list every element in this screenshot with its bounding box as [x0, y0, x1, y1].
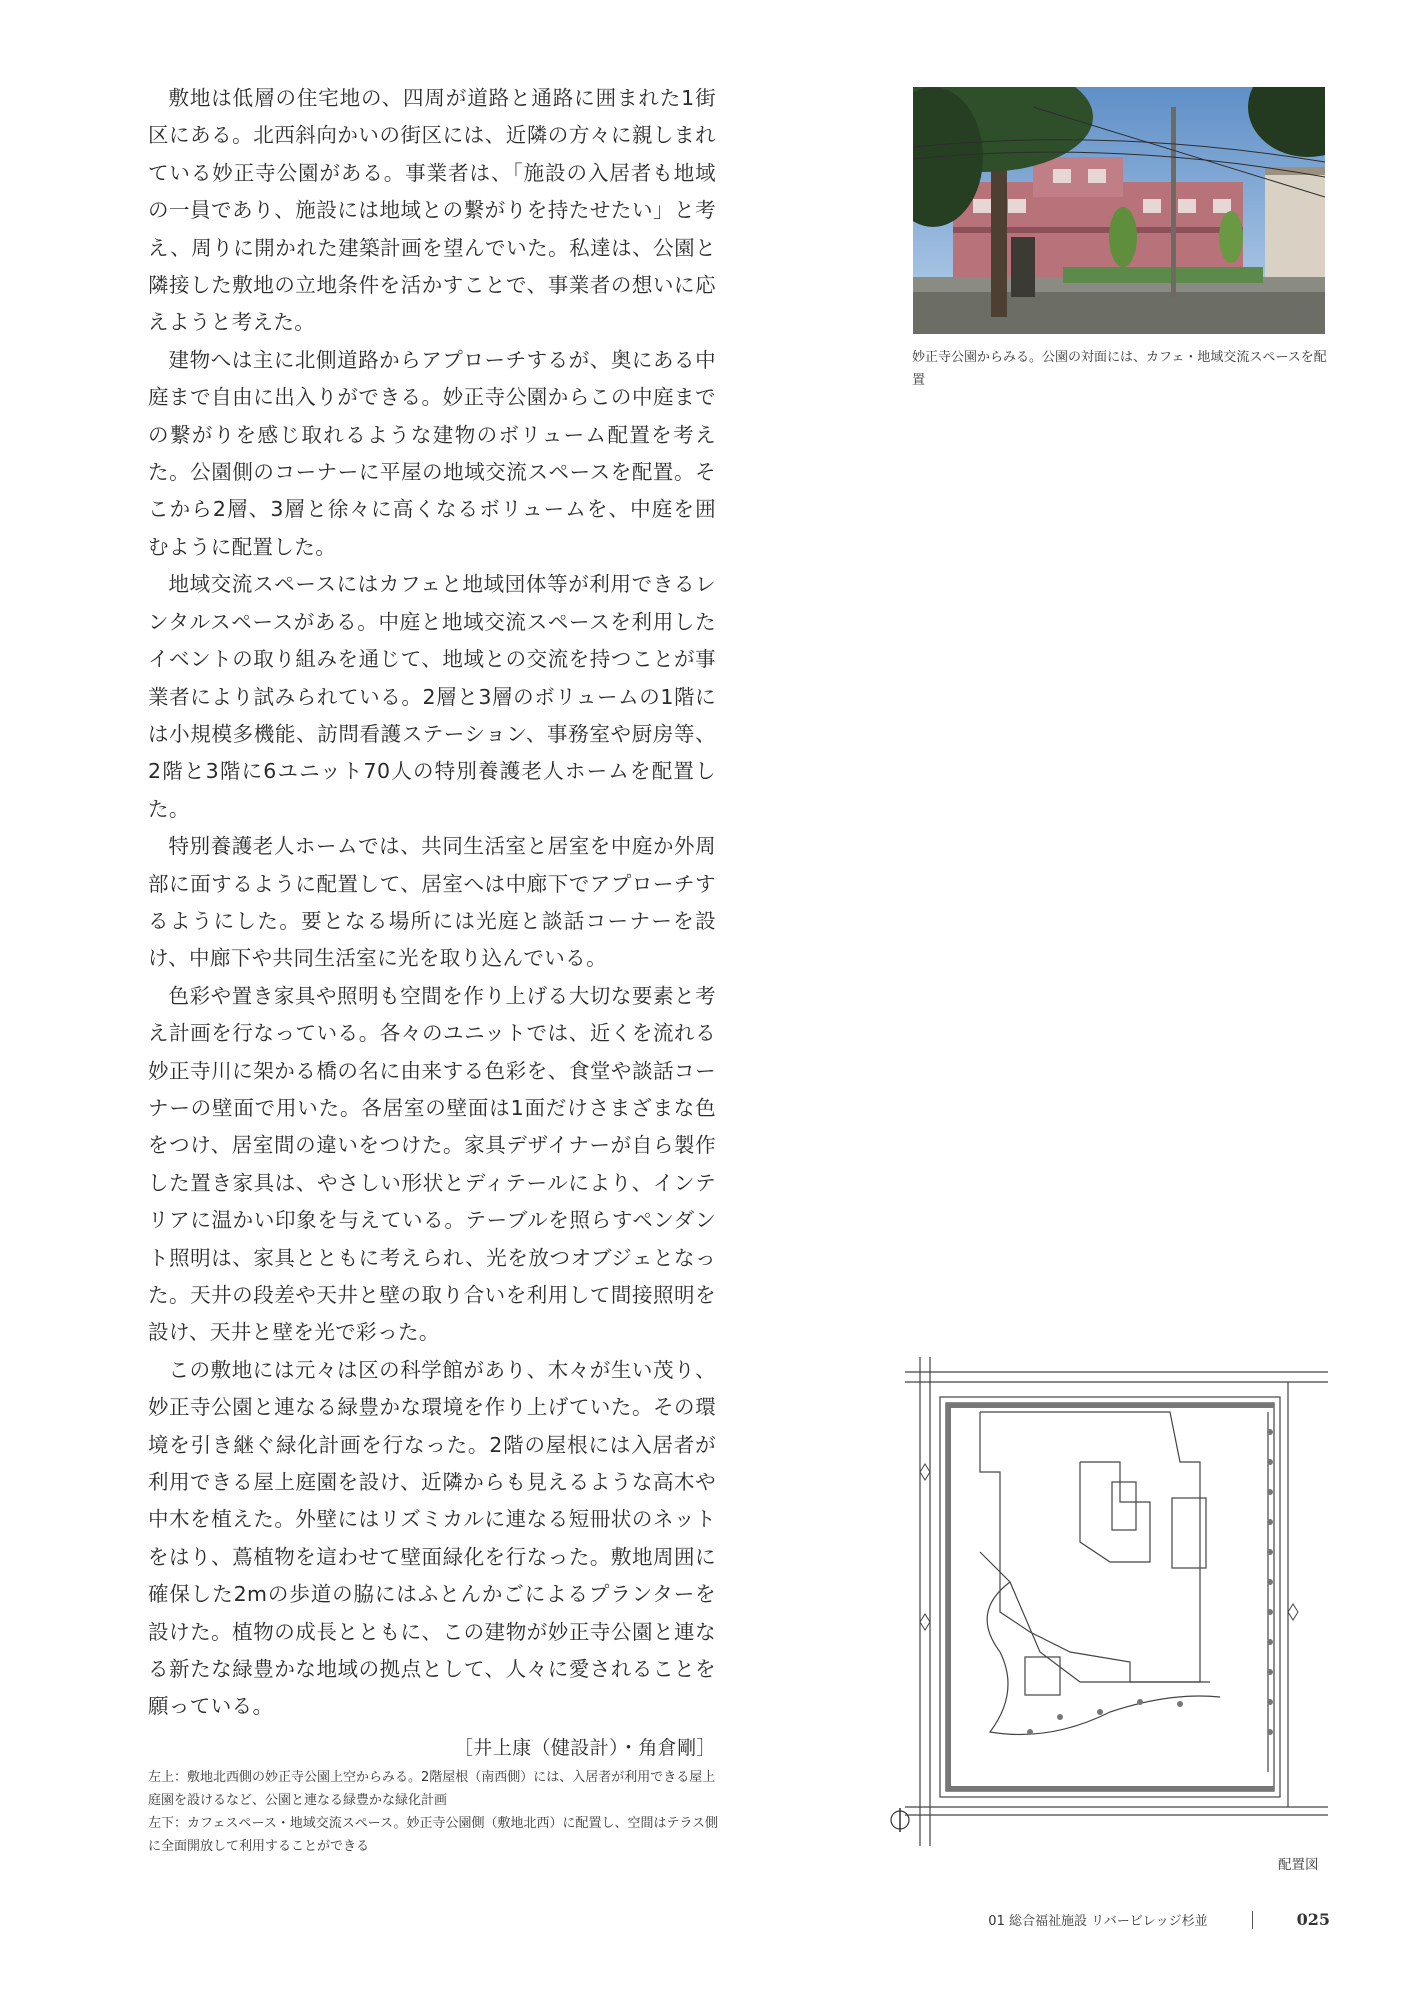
building-photo	[913, 87, 1325, 334]
siteplan-caption: 配置図	[1278, 1857, 1319, 1873]
page-footer	[988, 1910, 1330, 1929]
photo-caption: 妙正寺公園からみる。公園の対面には、カフェ・地域交流スペースを配置	[912, 350, 1327, 388]
article-paragraph: この敷地には元々は区の科学館があり、木々が生い茂り、妙正寺公園と連なる緑豊かな環境を作り上げていた。その環境を引き継ぐ緑化計画を行なった。2階の屋根には入居者が利用できる屋上庭園を設け、近隣からも見えるような高木や中木を植えた。外壁にはリズミカルに連なる短冊状のネットをはり、蔦植物を這わせて壁面緑化を行なった。敷地周囲に確保した2mの歩道の脇にはふとんかごによるプランターを設けた。植物の成長とともに、この建物が妙正寺公園と連なる新たな緑豊かな地域の拠点として、人々に愛されることを願っている。	[148, 1357, 716, 1719]
caption-left-top: 左上：敷地北西側の妙正寺公園上空からみる。2階屋根（南西側）には、入居者が利用できる屋上庭園を設けるなど、公園と連なる緑豊かな緑化計画	[148, 1770, 716, 1808]
article-paragraph: 色彩や置き家具や照明も空間を作り上げる大切な要素と考え計画を行なっている。各々のユニットでは、近くを流れる妙正寺川に架かる橋の名に由来する色彩を、食堂や談話コーナーの壁面で用いた。各居室の壁面は1面だけさまざまな色をつけ、居室間の違いをつけた。家具デザイナーが自ら製作した置き家具は、やさしい形状とディテールにより、インテリアに温かい印象を与えている。テーブルを照らすペンダント照明は、家具とともに考えられ、光を放つオブジェとなった。天井の段差や天井と壁の取り合いを利用して間接照明を設け、天井と壁を光で彩った。	[148, 983, 716, 1345]
caption-left-bottom: 左下：カフェスペース・地域交流スペース。妙正寺公園側（敷地北西）に配置し、空間はテラス側に全面開放して利用することができる	[148, 1816, 719, 1854]
article-paragraph: 敷地は低層の住宅地の、四周が道路と通路に囲まれた1街区にある。北西斜向かいの街区には、近隣の方々に親しまれている妙正寺公園がある。事業者は、「施設の入居者も地域の一員であり、施設には地域との繋がりを持たせたい」と考え、周りに開かれた建築計画を望んでいた。私達は、公園と隣接した敷地の立地条件を活かすことで、事業者の想いに応えようと考えた。	[148, 86, 716, 335]
site-plan-drawing	[880, 1352, 1328, 1846]
article-paragraph: 特別養護老人ホームでは、共同生活室と居室を中庭か外周部に面するように配置して、居室へは中廊下でアプローチするようにした。要となる場所には光庭と談話コーナーを設け、中廊下や共同生活室に光を取り込んでいる。	[148, 834, 716, 971]
photo-captions-left	[148, 1766, 728, 1858]
article-body	[148, 80, 716, 1767]
footer-divider	[1252, 1911, 1253, 1929]
north-arrow-icon	[891, 1808, 909, 1832]
author-signature: ［井上康（健設計）・角倉剛］	[453, 1736, 716, 1759]
article-paragraph: 建物へは主に北側道路からアプローチするが、奥にある中庭まで自由に出入りができる。妙正寺公園からこの中庭までの繋がりを感じ取れるような建物のボリューム配置を考えた。公園側のコーナーに平屋の地域交流スペースを配置。そこから2層、3層と徐々に高くなるボリュームを、中庭を囲むように配置した。	[148, 347, 716, 559]
section-title: 01 総合福祉施設 リバービレッジ杉並	[988, 1914, 1208, 1929]
page-number: 025	[1296, 1910, 1330, 1929]
article-paragraph: 地域交流スペースにはカフェと地域団体等が利用できるレンタルスペースがある。中庭と地域交流スペースを利用したイベントの取り組みを通じて、地域との交流を持つことが事業者により試みられている。2層と3層のボリュームの1階には小規模多機能、訪問看護ステーション、事務室や厨房等、2階と3階に6ユニット70人の特別養護老人ホームを配置した。	[148, 572, 716, 821]
